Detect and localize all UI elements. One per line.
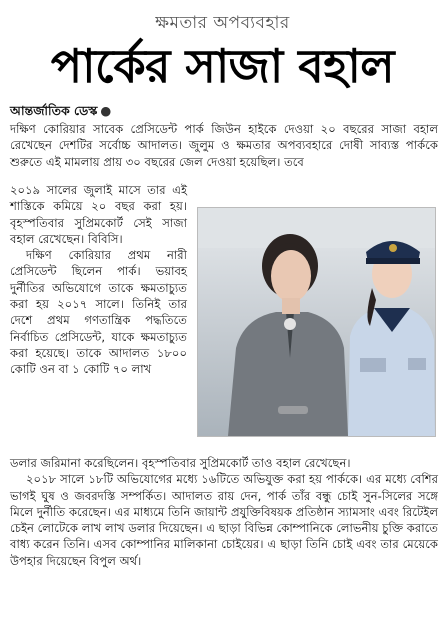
headline: পার্কের সাজা বহাল — [50, 39, 395, 93]
dateline — [10, 103, 111, 123]
article-body-left-column — [10, 182, 187, 378]
photo-two-women-icon — [198, 208, 435, 436]
dateline-text: আন্তর্জাতিক ডেস্ক — [10, 103, 98, 118]
paragraph-2: দক্ষিণ কোরিয়ার প্রথম নারী প্রেসিডেন্ট ছিলেন পার্ক। ভয়াবহ দুর্নীতির অভিযোগে তাকে ক্ষমতাচ্যুত করা হয় ২০১৭ সালে। তিনিই তার দেশে প্রথম গণতান্ত্রিক পদ্ধতিতে নির্বাচিত প্রেসিডেন্ট, যাকে ক্ষমতাচ্যুত করা হয়েছে। তাকে আদালত ১৮০০ কোটি ওন বা ১ কোটি ৭০ লাখ — [10, 248, 187, 377]
bullet-icon: ● — [100, 103, 112, 118]
paragraph-2-continued: ডলার জরিমানা করেছিলেন। বৃহস্পতিবার সুপ্রিমকোর্ট তাও বহাল রেখেছেন। — [10, 456, 351, 470]
article-body-top — [10, 121, 438, 170]
paragraph-1: দক্ষিণ কোরিয়ার সাবেক প্রেসিডেন্ট পার্ক জিউন হাইকে দেওয়া ২০ বছরের সাজা বহাল রেখেছেন দেশটির সর্বোচ্চ আদালত। জুলুম ও ক্ষমতার অপব্যবহারে দোষী সাব্যস্ত পার্ককে শুরুতে এই মামলায় প্রায় ৩০ বছরের জেল দেওয়া হয়েছিল। তবে — [10, 122, 438, 169]
article-body-bottom — [10, 455, 438, 569]
paragraph-1-continued: ২০১৯ সালের জুলাই মাসে তার এই শাস্তিকে কমিয়ে ২০ বছর করা হয়। বৃহস্পতিবার সুপ্রিমকোর্ট সেই সাজা বহাল রেখেছেন। বিবিসি। — [10, 183, 187, 246]
kicker: ক্ষমতার অপব্যবহার — [155, 13, 290, 33]
paragraph-3: ২০১৮ সালে ১৮টি অভিযোগের মধ্যে ১৬টিতে অভিযুক্ত করা হয় পার্ককে। এর মধ্যে বেশির ভাগই ঘুষ ও জবরদস্তি সম্পর্কিত। আদালত রায় দেন, পার্ক তাঁর বন্ধু চোই সুন-সিলের সঙ্গে মিলে দুর্নীতি করেছেন। এর মাধ্যমে তিনি জায়ান্ট প্রযুক্তিবিষয়ক প্রতিষ্ঠান স্যামসাং এবং রিটেইল চেইন লোটেকে লাখ লাখ ডলার দিয়েছেন। এ ছাড়া বিভিন্ন কোম্পানিকে লোভনীয় চুক্তি করাতে বাধ্য করেন তিনি। এসব কোম্পানির মালিকানা চোইয়ের। এ ছাড়া তিনি চোই এবং তার মেয়েকে উপহার দিয়েছেন বিপুল অর্থ। — [10, 472, 438, 568]
news-photo — [197, 207, 436, 437]
